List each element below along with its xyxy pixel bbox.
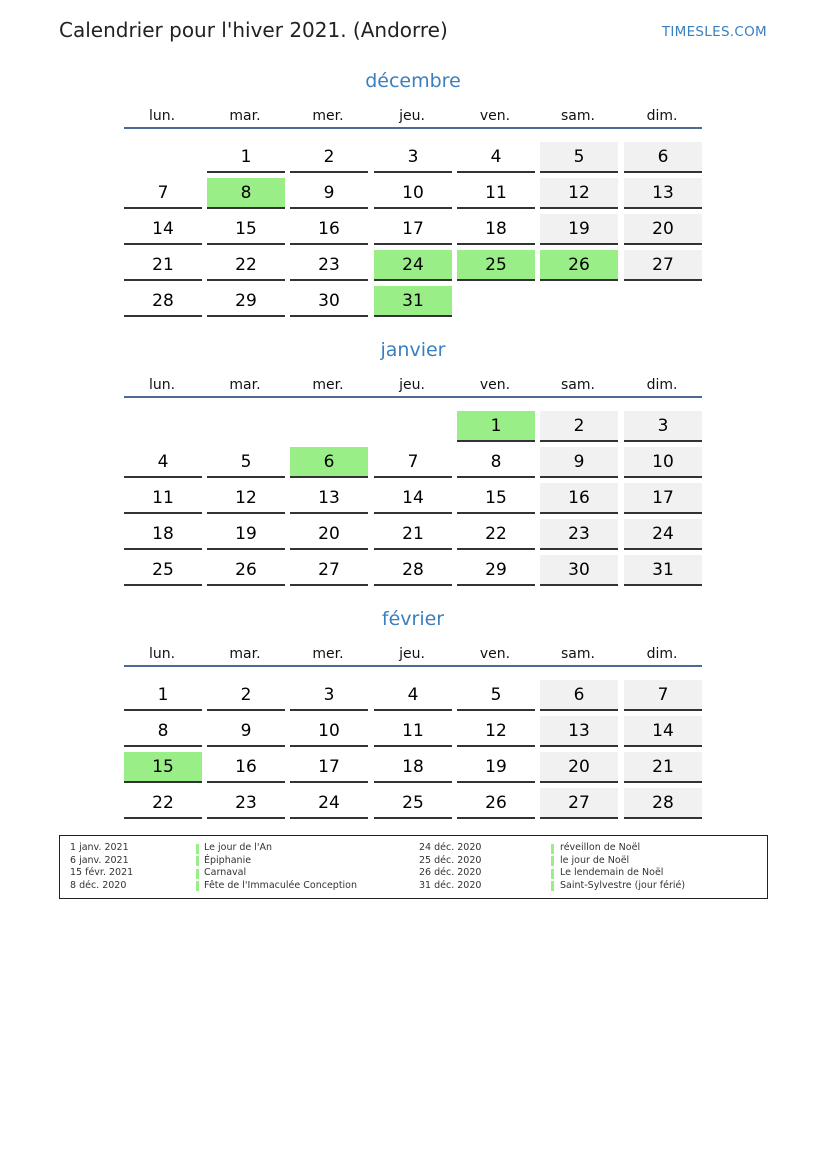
weekday-header: lun.	[148, 377, 176, 393]
legend-date: 8 déc. 2020	[70, 879, 127, 891]
day-cell[interactable]: 28	[124, 286, 202, 317]
weekday-header: mer.	[312, 108, 344, 124]
holiday-day-cell[interactable]: 24	[374, 250, 452, 281]
day-cell[interactable]: 7	[374, 447, 452, 478]
holiday-day-cell[interactable]: 8	[207, 178, 285, 209]
legend-date: 25 déc. 2020	[419, 854, 482, 866]
day-cell[interactable]: 13	[290, 483, 368, 514]
weekday-header: mer.	[312, 377, 344, 393]
weekday-header: ven.	[479, 377, 511, 393]
day-cell[interactable]: 1	[207, 142, 285, 173]
day-cell[interactable]: 25	[124, 555, 202, 586]
day-cell[interactable]: 18	[374, 752, 452, 783]
day-cell[interactable]: 11	[124, 483, 202, 514]
weekday-header: sam.	[561, 108, 595, 124]
day-cell[interactable]: 20	[624, 214, 702, 245]
header-rule	[124, 665, 702, 667]
day-cell[interactable]: 12	[540, 178, 618, 209]
site-link[interactable]: TIMESLES.COM	[661, 24, 767, 40]
day-cell[interactable]: 8	[457, 447, 535, 478]
day-cell[interactable]: 7	[624, 680, 702, 711]
day-cell[interactable]: 3	[290, 680, 368, 711]
month-name: février	[381, 608, 445, 630]
day-cell[interactable]: 6	[540, 680, 618, 711]
weekday-header: mar.	[229, 646, 261, 662]
weekday-header: ven.	[479, 646, 511, 662]
weekday-header: ven.	[479, 108, 511, 124]
day-cell[interactable]: 29	[457, 555, 535, 586]
day-cell[interactable]: 17	[624, 483, 702, 514]
day-cell[interactable]: 10	[374, 178, 452, 209]
day-cell[interactable]: 5	[457, 680, 535, 711]
legend-holiday-marker	[551, 856, 554, 866]
day-cell[interactable]: 8	[124, 716, 202, 747]
day-cell[interactable]: 20	[540, 752, 618, 783]
weekday-header: dim.	[646, 108, 678, 124]
day-cell[interactable]: 7	[124, 178, 202, 209]
day-cell[interactable]: 3	[374, 142, 452, 173]
day-cell[interactable]: 18	[457, 214, 535, 245]
legend-holiday-name: Fête de l'Immaculée Conception	[204, 879, 358, 891]
day-cell[interactable]: 9	[540, 447, 618, 478]
day-cell[interactable]: 3	[624, 411, 702, 442]
day-cell[interactable]: 14	[124, 214, 202, 245]
weekday-header: jeu.	[399, 646, 425, 662]
legend-holiday-name: Le lendemain de Noël	[560, 867, 664, 878]
day-cell[interactable]: 31	[624, 555, 702, 586]
legend-date: 1 janv. 2021	[70, 842, 129, 853]
day-cell[interactable]: 28	[624, 788, 702, 819]
holiday-legend	[59, 835, 768, 899]
page-title: Calendrier pour l'hiver 2021. (Andorre)	[59, 18, 448, 42]
legend-holiday-marker	[196, 881, 199, 891]
weekday-header: lun.	[148, 646, 176, 662]
day-cell[interactable]: 10	[290, 716, 368, 747]
legend-date: 6 janv. 2021	[70, 854, 129, 866]
day-cell[interactable]: 16	[207, 752, 285, 783]
legend-holiday-name: Saint-Sylvestre (jour férié)	[560, 879, 686, 891]
day-cell[interactable]: 23	[290, 250, 368, 281]
day-cell[interactable]: 12	[207, 483, 285, 514]
day-cell[interactable]: 5	[207, 447, 285, 478]
legend-holiday-marker	[551, 869, 554, 879]
day-cell[interactable]: 11	[457, 178, 535, 209]
day-cell[interactable]: 19	[457, 752, 535, 783]
legend-holiday-name: le jour de Noël	[560, 854, 630, 866]
legend-holiday-marker	[551, 844, 554, 854]
weekday-header: mer.	[312, 646, 344, 662]
legend-date: 15 févr. 2021	[70, 867, 134, 878]
day-cell[interactable]: 6	[624, 142, 702, 173]
weekday-header: jeu.	[399, 377, 425, 393]
day-cell[interactable]: 21	[374, 519, 452, 550]
day-cell[interactable]: 5	[540, 142, 618, 173]
day-cell[interactable]: 29	[207, 286, 285, 317]
day-cell[interactable]: 24	[624, 519, 702, 550]
day-cell[interactable]: 30	[540, 555, 618, 586]
legend-holiday-marker	[196, 869, 199, 879]
holiday-day-cell[interactable]: 25	[457, 250, 535, 281]
holiday-day-cell[interactable]: 26	[540, 250, 618, 281]
day-cell[interactable]: 24	[290, 788, 368, 819]
day-cell[interactable]: 4	[374, 680, 452, 711]
month-name: décembre	[365, 70, 461, 92]
day-cell[interactable]: 15	[207, 214, 285, 245]
day-cell[interactable]: 26	[207, 555, 285, 586]
day-cell[interactable]: 17	[374, 214, 452, 245]
day-cell[interactable]: 9	[290, 178, 368, 209]
day-cell[interactable]: 1	[124, 680, 202, 711]
day-cell[interactable]: 13	[540, 716, 618, 747]
weekday-header: mar.	[229, 108, 261, 124]
day-cell[interactable]: 27	[624, 250, 702, 281]
day-cell[interactable]: 18	[124, 519, 202, 550]
day-cell[interactable]: 21	[624, 752, 702, 783]
day-cell[interactable]: 10	[624, 447, 702, 478]
day-cell[interactable]: 14	[374, 483, 452, 514]
day-cell[interactable]: 14	[624, 716, 702, 747]
header-rule	[124, 127, 702, 129]
legend-holiday-marker	[196, 844, 199, 854]
month-name: janvier	[380, 339, 446, 361]
day-cell[interactable]: 13	[624, 178, 702, 209]
legend-holiday-name: Le jour de l'An	[204, 842, 273, 853]
day-cell[interactable]: 17	[290, 752, 368, 783]
holiday-day-cell[interactable]: 1	[457, 411, 535, 442]
legend-holiday-name: Carnaval	[204, 867, 247, 878]
day-cell[interactable]: 16	[540, 483, 618, 514]
header-rule	[124, 396, 702, 398]
holiday-day-cell[interactable]: 6	[290, 447, 368, 478]
day-cell[interactable]: 19	[207, 519, 285, 550]
weekday-header: sam.	[561, 377, 595, 393]
weekday-header: jeu.	[399, 108, 425, 124]
legend-date: 31 déc. 2020	[419, 879, 482, 891]
day-cell[interactable]: 22	[124, 788, 202, 819]
day-cell[interactable]: 26	[457, 788, 535, 819]
day-cell[interactable]: 23	[540, 519, 618, 550]
legend-holiday-marker	[196, 856, 199, 866]
day-cell[interactable]: 22	[207, 250, 285, 281]
day-cell[interactable]: 12	[457, 716, 535, 747]
day-cell[interactable]: 20	[290, 519, 368, 550]
day-cell[interactable]: 25	[374, 788, 452, 819]
day-cell[interactable]: 4	[457, 142, 535, 173]
day-cell[interactable]: 4	[124, 447, 202, 478]
weekday-header: dim.	[646, 377, 678, 393]
day-cell[interactable]: 23	[207, 788, 285, 819]
day-cell[interactable]: 19	[540, 214, 618, 245]
day-cell[interactable]: 15	[457, 483, 535, 514]
weekday-header: sam.	[561, 646, 595, 662]
legend-holiday-marker	[551, 881, 554, 891]
weekday-header: lun.	[148, 108, 176, 124]
day-cell[interactable]: 9	[207, 716, 285, 747]
legend-date: 24 déc. 2020	[419, 842, 482, 853]
legend-holiday-name: Épiphanie	[204, 854, 252, 866]
day-cell[interactable]: 11	[374, 716, 452, 747]
day-cell[interactable]: 30	[290, 286, 368, 317]
weekday-header: mar.	[229, 377, 261, 393]
day-cell[interactable]: 2	[290, 142, 368, 173]
day-cell[interactable]: 21	[124, 250, 202, 281]
legend-date: 26 déc. 2020	[419, 867, 482, 878]
day-cell[interactable]: 27	[290, 555, 368, 586]
day-cell[interactable]: 16	[290, 214, 368, 245]
day-cell[interactable]: 2	[207, 680, 285, 711]
holiday-day-cell[interactable]: 31	[374, 286, 452, 317]
day-cell[interactable]: 22	[457, 519, 535, 550]
holiday-day-cell[interactable]: 15	[124, 752, 202, 783]
legend-holiday-name: réveillon de Noël	[560, 842, 641, 853]
day-cell[interactable]: 27	[540, 788, 618, 819]
day-cell[interactable]: 28	[374, 555, 452, 586]
day-cell[interactable]: 2	[540, 411, 618, 442]
weekday-header: dim.	[646, 646, 678, 662]
